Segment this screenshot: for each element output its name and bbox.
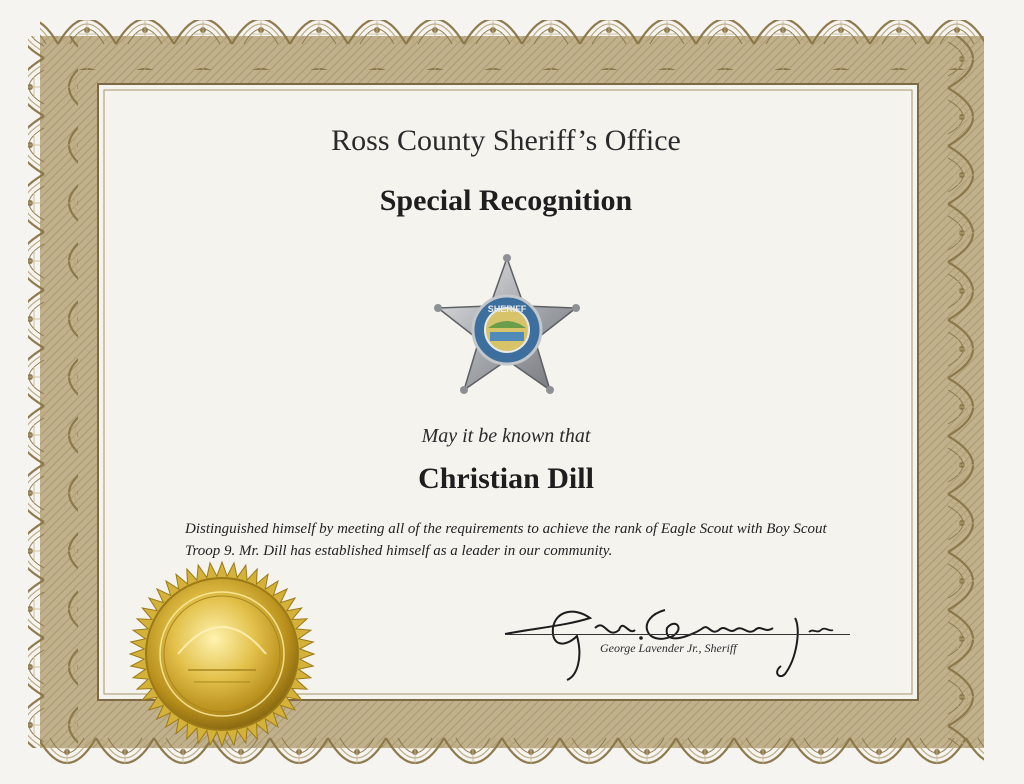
badge-center-text: SHERIFF [487,304,527,314]
award-title: Special Recognition [379,184,633,217]
signer-name: George Lavender Jr., Sheriff [600,641,737,655]
recipient-name: Christian Dill [418,462,594,495]
gold-seal-icon [128,560,316,748]
signature-icon [495,588,865,683]
sheriff-star-badge-icon [430,252,584,402]
intro-text: May it be known that [421,425,591,447]
signature-line [505,634,850,635]
citation-text: Distinguished himself by meeting all of the requirements to achieve the rank of Eagle Scout with Boy Scout Troop 9. Mr. Dill has established himself as a leader in our community. [185,521,827,559]
organization-title: Ross County Sheriff’s Office [331,124,681,157]
